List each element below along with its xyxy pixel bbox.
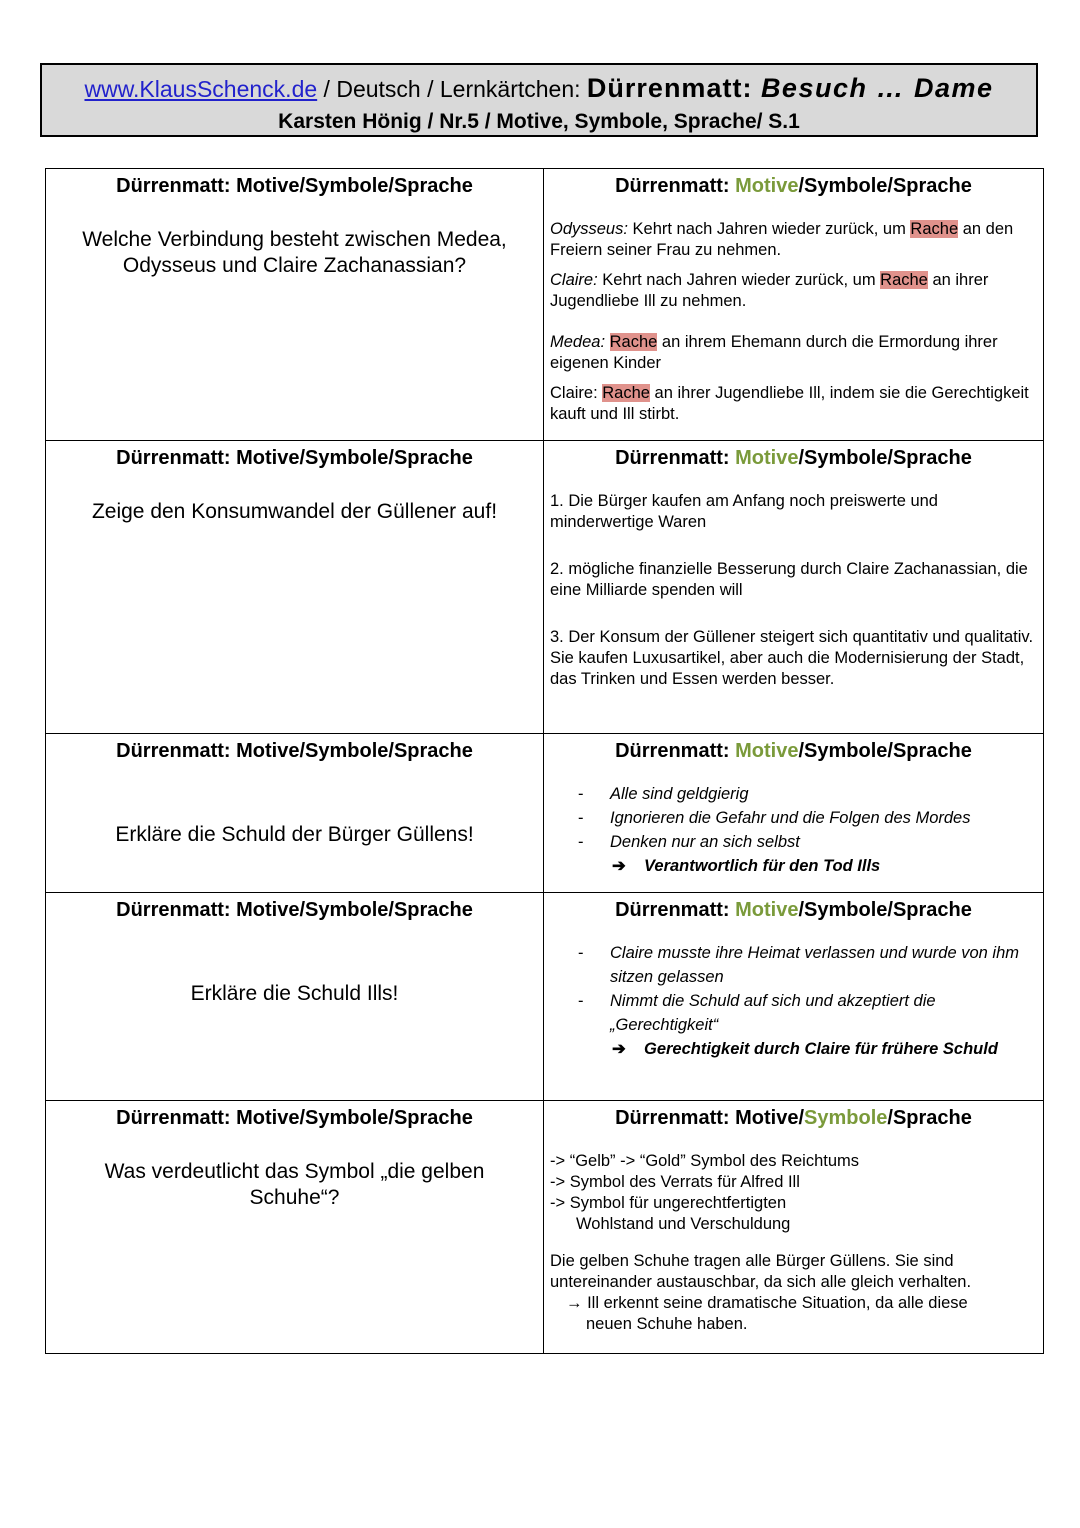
question-text: Welche Verbindung besteht zwischen Medea, Odysseus und Claire Zachanassian?	[82, 228, 507, 277]
card-title: Dürrenmatt: Motive/Symbole/Sprache	[615, 740, 972, 762]
list-item: - Nimmt die Schuld auf sich und akzeptiert die „Gerechtigkeit“	[544, 989, 1043, 1037]
arrow-right-icon: ➔	[612, 857, 626, 875]
answer-paragraph: 3. Der Konsum der Güllener steigert sich quantitativ und qualitativ. Sie kaufen Luxusartikel, aber auch die Modernisierung der Stadt, das Trinken und Essen werden besser.	[550, 628, 1034, 688]
answer-text	[544, 941, 1043, 1061]
conclusion: ➔ Verantwortlich für den Tod Ills	[544, 854, 1043, 878]
question-cell	[46, 734, 544, 893]
answer-line: Wohlstand und Verschuldung	[576, 1215, 791, 1233]
answer-cell	[544, 1101, 1044, 1354]
card-title: Dürrenmatt: Motive/Symbole/Sprache	[116, 175, 473, 197]
card-title: Dürrenmatt: Motive/Symbole/Sprache	[615, 175, 972, 197]
motive-highlight: Motive	[735, 740, 799, 762]
question-cell	[46, 169, 544, 441]
bullet-list	[544, 941, 1043, 1037]
question-cell	[46, 893, 544, 1101]
flashcard-table	[45, 168, 1044, 1354]
motive-highlight: Motive	[735, 899, 799, 921]
answer-paragraph: Odysseus: Kehrt nach Jahren wieder zurück, um Rache an den Freiern seiner Frau zu nehmen.	[550, 220, 1014, 259]
answer-paragraph: 1. Die Bürger kaufen am Anfang noch preiswerte und minderwertige Waren	[550, 492, 938, 531]
card-title: Dürrenmatt: Motive/Symbole/Sprache	[615, 447, 972, 469]
question-text: Was verdeutlicht das Symbol „die gelben Schuhe“?	[104, 1160, 485, 1209]
answer-line: -> Symbol für ungerechtfertigten	[550, 1194, 787, 1212]
answer-text	[544, 219, 1043, 425]
answer-paragraph: Claire: Kehrt nach Jahren wieder zurück, um Rache an ihrer Jugendliebe Ill zu nehmen.	[550, 271, 989, 310]
answer-line: neuen Schuhe haben.	[586, 1315, 748, 1333]
answer-text	[544, 782, 1043, 878]
answer-paragraph: Claire: Rache an ihrer Jugendliebe Ill, indem sie die Gerechtigkeit kauft und Ill stirbt.	[550, 384, 1029, 423]
symbole-highlight: Symbole	[804, 1107, 888, 1129]
answer-cell	[544, 893, 1044, 1101]
answer-paragraph: 2. mögliche finanzielle Besserung durch Claire Zachanassian, die eine Milliarde spenden will	[550, 560, 1028, 599]
card-title: Dürrenmatt: Motive/Symbole/Sprache	[116, 447, 473, 469]
answer-paragraph: Medea: Rache an ihrem Ehemann durch die Ermordung ihrer eigenen Kinder	[550, 333, 998, 372]
card-title: Dürrenmatt: Motive/Symbole/Sprache	[615, 1107, 972, 1129]
card-row	[46, 1101, 1044, 1354]
rache-highlight: Rache	[602, 384, 650, 402]
header-title-author: Dürrenmatt:	[586, 73, 761, 103]
question-text: Erkläre die Schuld Ills!	[190, 982, 399, 1005]
page-header	[40, 63, 1038, 137]
answer-cell	[544, 441, 1044, 734]
answer-line: -> Symbol des Verrats für Alfred Ill	[550, 1173, 800, 1191]
answer-line: -> “Gelb” -> “Gold” Symbol des Reichtums	[550, 1152, 860, 1170]
card-row	[46, 441, 1044, 734]
card-title: Dürrenmatt: Motive/Symbole/Sprache	[116, 1107, 473, 1129]
card-row	[46, 734, 1044, 893]
question-text: Zeige den Konsumwandel der Güllener auf!	[91, 500, 498, 523]
question-cell	[46, 441, 544, 734]
answer-line: → Ill erkennt seine dramatische Situation, da alle diese	[566, 1294, 968, 1312]
list-item: - Claire musste ihre Heimat verlassen und wurde von ihm sitzen gelassen	[544, 941, 1043, 989]
answer-text	[544, 1151, 1043, 1335]
rache-highlight: Rache	[910, 220, 959, 238]
card-row	[46, 893, 1044, 1101]
answer-text	[544, 491, 1043, 690]
question-cell	[46, 1101, 544, 1354]
answer-cell	[544, 169, 1044, 441]
card-title: Dürrenmatt: Motive/Symbole/Sprache	[116, 899, 473, 921]
motive-highlight: Motive	[735, 447, 799, 469]
answer-paragraph: Die gelben Schuhe tragen alle Bürger Güllens. Sie sind untereinander austauschbar, da sich alle gleich verhalten.	[550, 1252, 972, 1291]
motive-highlight: Motive	[735, 175, 799, 197]
card-title: Dürrenmatt: Motive/Symbole/Sprache	[116, 740, 473, 762]
list-item: - Ignorieren die Gefahr und die Folgen des Mordes	[544, 806, 1043, 830]
bullet-list	[544, 782, 1043, 854]
header-subtitle: Karsten Hönig / Nr.5 / Motive, Symbole, Sprache/ S.1	[278, 110, 800, 133]
question-text: Erkläre die Schuld der Bürger Güllens!	[115, 823, 474, 846]
header-title-work: Besuch … Dame	[760, 73, 994, 103]
website-link[interactable]: www.KlausSchenck.de	[84, 76, 318, 102]
arrow-right-icon: ➔	[612, 1040, 626, 1058]
list-item: - Alle sind geldgierig	[544, 782, 1043, 806]
header-path: / Deutsch / Lernkärtchen:	[317, 76, 587, 102]
card-row	[46, 169, 1044, 441]
rache-highlight: Rache	[609, 333, 658, 351]
rache-highlight: Rache	[880, 271, 928, 289]
header-line-1	[42, 73, 1036, 105]
answer-cell	[544, 734, 1044, 893]
list-item: - Denken nur an sich selbst	[544, 830, 1043, 854]
conclusion: ➔ Gerechtigkeit durch Claire für frühere Schuld	[544, 1037, 1043, 1061]
card-title: Dürrenmatt: Motive/Symbole/Sprache	[615, 899, 972, 921]
